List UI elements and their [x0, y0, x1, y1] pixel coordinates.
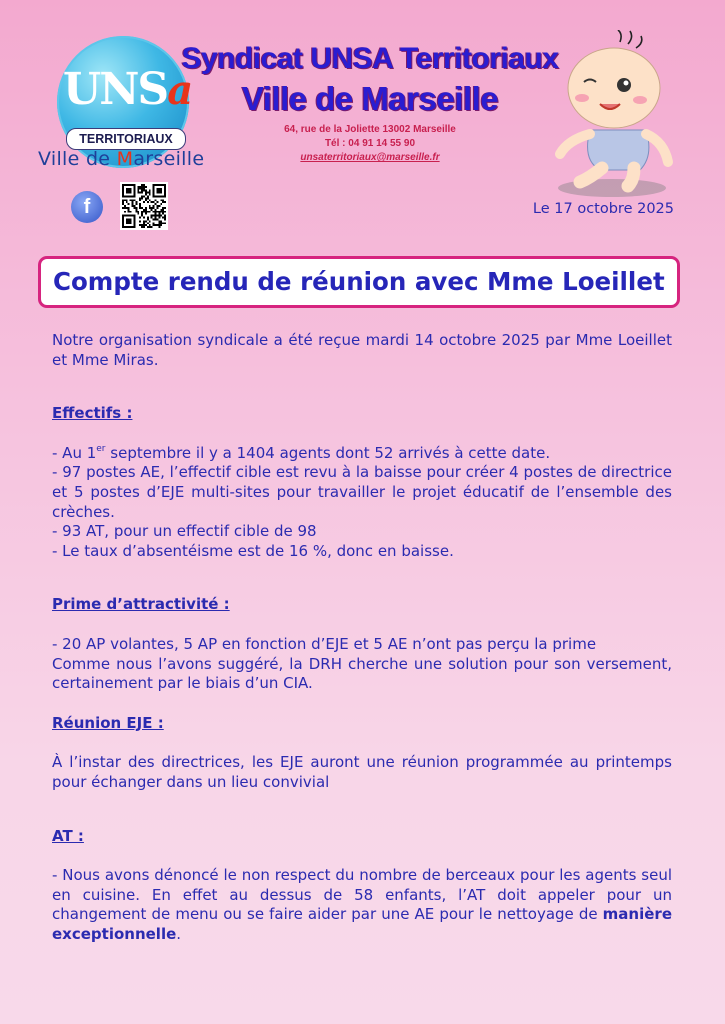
org-title: Syndicat UNSA Territoriaux [181, 42, 559, 75]
baby-illustration [532, 30, 674, 200]
contact-email[interactable]: unsaterritoriaux@marseille.fr [300, 152, 440, 163]
section-line: - Au 1er septembre il y a 1404 agents dont 52 arrivés à cette date. [52, 443, 551, 462]
facebook-icon[interactable]: f [71, 191, 103, 223]
contact-address: 64, rue de la Joliette 13002 Marseille [284, 124, 456, 135]
logo-word: UNSa [62, 64, 192, 115]
logo-city: Ville de Marseille [38, 148, 205, 170]
document-title: Compte rendu de réunion avec Mme Loeillet [38, 256, 680, 308]
contact-phone: Tél : 04 91 14 55 90 [324, 138, 416, 149]
org-subtitle: Ville de Marseille [241, 80, 499, 117]
section-heading: Réunion EJE : [52, 713, 164, 732]
section-line: Comme nous l’avons suggéré, la DRH cherche une solution pour son versement, certainement par le biais d’un CIA. [52, 654, 672, 693]
section-heading: Prime d’attractivité : [52, 595, 230, 614]
section-heading: AT : [52, 826, 84, 845]
section-line: - Nous avons dénoncé le non respect du nombre de berceaux pour les agents seul en cuisine. En effet au dessus de 58 enfants, l’AT doit appeler pour un changement de menu ou se faire aider par une AE pour le nettoyage de manière exceptionnelle. [52, 866, 672, 943]
section-line: - 20 AP volantes, 5 AP en fonction d’EJE et 5 AE n’ont pas perçu la prime [52, 634, 597, 653]
intro-paragraph: Notre organisation syndicale a été reçue mardi 14 octobre 2025 par Mme Loeillet et Mme Miras. [52, 331, 672, 369]
section-line: - 93 AT, pour un effectif cible de 98 [52, 522, 317, 541]
section-line: À l’instar des directrices, les EJE auront une réunion programmée au printemps pour échanger dans un lieu convivial [52, 753, 672, 791]
section-line: - 97 postes AE, l’effectif cible est revu à la baisse pour créer 4 postes de directrice et 5 postes d’EJE multi-sites pour travailler le projet éducatif de l’ensemble des crèches. [52, 463, 672, 521]
logo-band: TERRITORIAUX [66, 128, 186, 150]
qr-code[interactable] [120, 182, 168, 230]
document-body [52, 331, 672, 944]
section-line: - Le taux d’absentéisme est de 16 %, donc en baisse. [52, 541, 454, 560]
document-date: Le 17 octobre 2025 [532, 201, 674, 217]
section-heading: Effectifs : [52, 404, 133, 423]
